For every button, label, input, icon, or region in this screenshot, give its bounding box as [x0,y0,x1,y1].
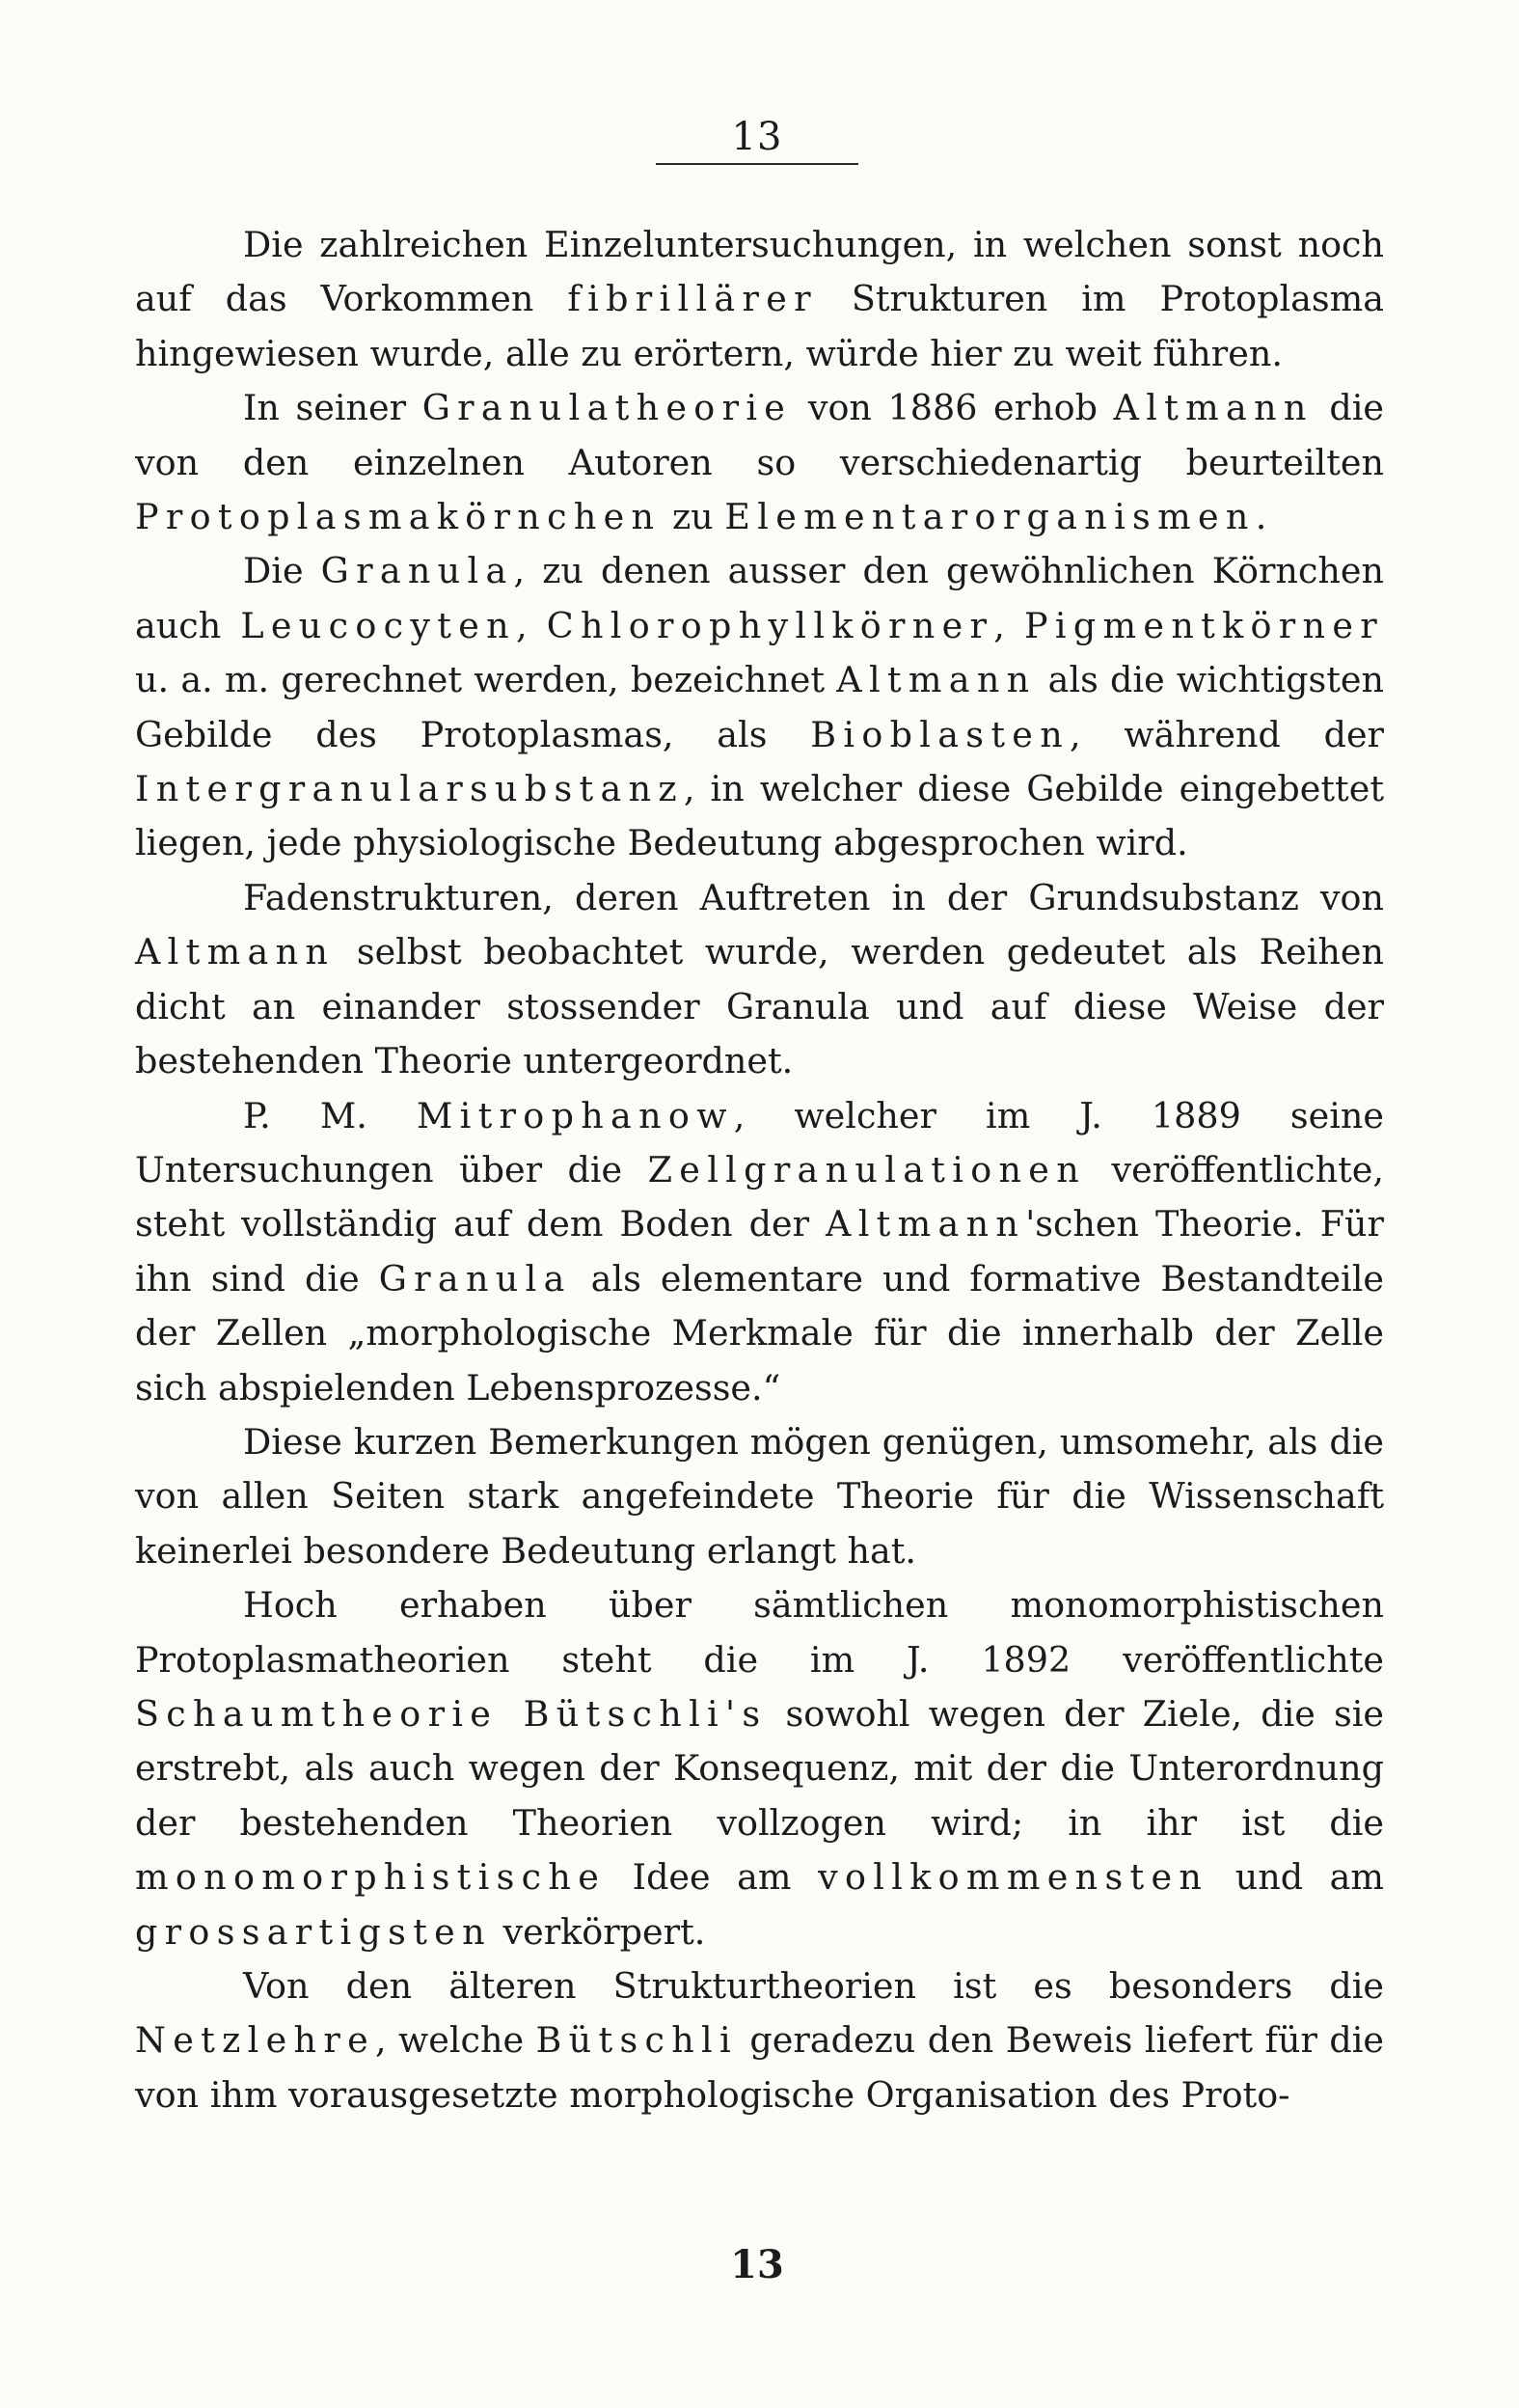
paragraph-schaumtheorie: Hoch erhaben über sämtlichen monomorphistischen Protoplasmatheorien steht die im J. 1892 veröffentlichte Schaumtheorie Bütschli's sowohl wegen der Ziele, die sie erstrebt, als auch wegen der Konsequenz, mit der die Unterordnung der bestehenden Theorien vollzogen wird; in ihr ist die monomorphistische Idee am vollkommensten und am grossartigsten verkörpert. [135,1584,1384,1953]
paragraph-remarks: Diese kurzen Bemerkungen mögen genügen, umsomehr, als die von allen Seiten stark angefeindete Theorie für die Wissenschaft keinerlei besondere Bedeutung erlangt hat. [135,1420,1384,1572]
paragraph-netzlehre: Von den älteren Strukturtheorien ist es besonders die Netzlehre, welche Bütschli geradezu den Beweis liefert für die von ihm vorausgesetzte morphologische Organisation des Proto- [135,1965,1384,2116]
page-number-footer: 13 [730,2242,784,2287]
page-number-header: 13 [731,115,783,159]
paragraph-granula-bioblasts: Die Granula, zu denen ausser den gewöhnlichen Körnchen auch Leucocyten, Chlorophyllkörner, Pigmentkörner u. a. m. gerechnet werden, bezeichnet Altmann als die wichtigsten Gebilde des Protoplasmas, als Bioblasten, während der Intergranularsubstanz, in welcher diese Gebilde eingebettet liegen, jede physiologische Bedeutung abgesprochen wird. [135,550,1384,864]
body-text [135,218,1384,2122]
header-rule [656,163,858,165]
paragraph-fadenstrukturen: Fadenstrukturen, deren Auftreten in der Grundsubstanz von Altmann selbst beobachtet wurde, werden gedeutet als Reihen dicht an einander stossender Granula und auf diese Weise der bestehenden Theorie untergeordnet. [135,876,1384,1082]
paragraph-fibrillar-structures: Die zahlreichen Einzeluntersuchungen, in welchen sonst noch auf das Vorkommen fibrillärer Strukturen im Protoplasma hingewiesen wurde, alle zu erörtern, würde hier zu weit führen. [135,224,1384,374]
paragraph-granula-theory: In seiner Granulatheorie von 1886 erhob Altmann die von den einzelnen Autoren so verschiedenartig beurteilten Protoplasmakörnchen zu Elementarorganismen. [135,387,1384,538]
paragraph-mitrophanow: P. M. Mitrophanow, welcher im J. 1889 seine Untersuchungen über die Zellgranulationen veröffentlichte, steht vollständig auf dem Boden der Altmann'schen Theorie. Für ihn sind die Granula als elementare und formative Bestandteile der Zellen „morphologische Merkmale für die innerhalb der Zelle sich abspielenden Lebensprozesse.“ [135,1094,1385,1409]
